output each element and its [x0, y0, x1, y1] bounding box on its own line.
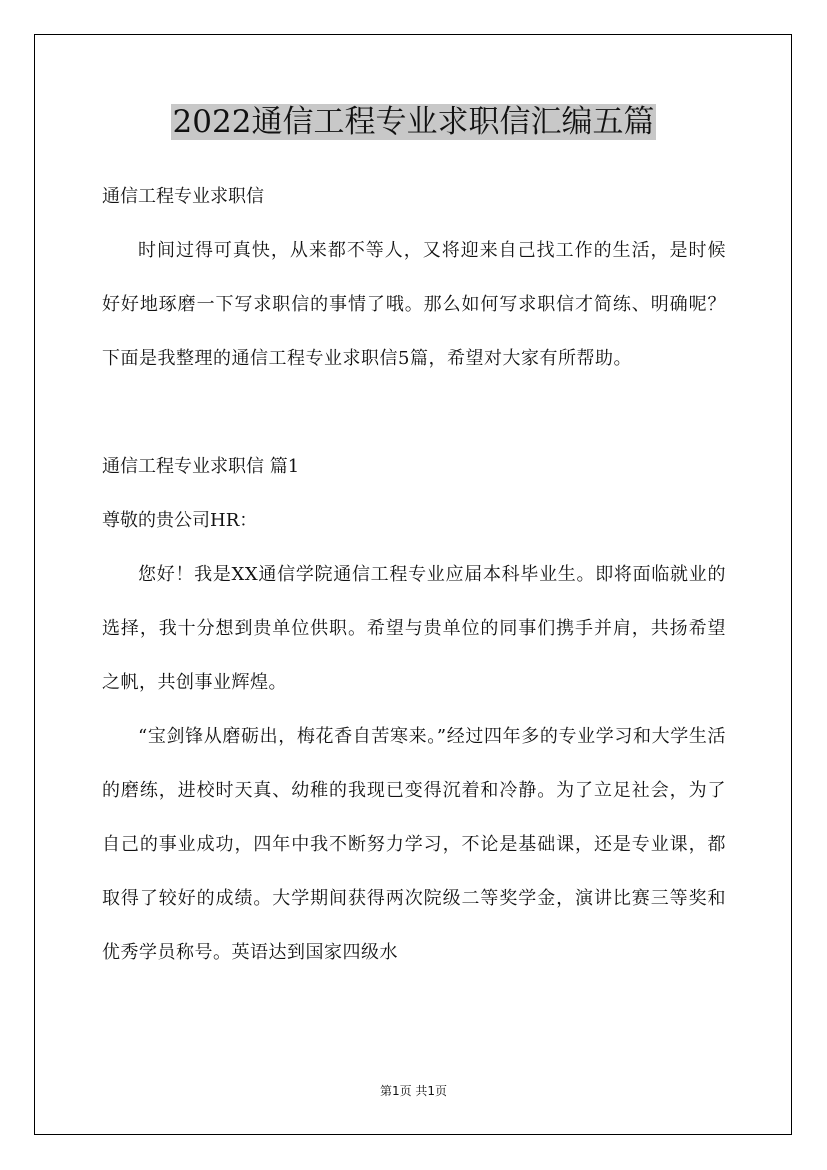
document-body: [102, 170, 726, 980]
section-spacer: [102, 386, 726, 440]
body-paragraph-2: “宝剑锋从磨砺出，梅花香自苦寒来。”经过四年多的专业学习和大学生活的磨练，进校时天真、幼稚的我现已变得沉着和冷静。为了立足社会，为了自己的事业成功，四年中我不断努力学习，不论是基础课，还是专业课，都取得了较好的成绩。大学期间获得两次院级二等奖学金，演讲比赛三等奖和优秀学员称号。英语达到国家四级水: [102, 726, 726, 963]
document-subtitle: 通信工程专业求职信: [102, 186, 264, 207]
salutation: 尊敬的贵公司HR：: [102, 510, 258, 531]
document-title: [0, 100, 827, 144]
document-title-text: 2022通信工程专业求职信汇编五篇: [172, 104, 655, 140]
section-heading: 通信工程专业求职信 篇1: [102, 456, 300, 477]
body-paragraph-1: 您好！我是XX通信学院通信工程专业应届本科毕业生。即将面临就业的选择，我十分想到贵单位供职。希望与贵单位的同事们携手并肩，共扬希望之帆，共创事业辉煌。: [102, 564, 726, 693]
intro-paragraph: 时间过得可真快，从来都不等人，又将迎来自己找工作的生活，是时候好好地琢磨一下写求职信的事情了哦。那么如何写求职信才简练、明确呢？下面是我整理的通信工程专业求职信5篇，希望对大家有所帮助。: [102, 240, 726, 369]
page-footer: [0, 1082, 827, 1100]
page-number-label: 第1页 共1页: [379, 1084, 448, 1098]
